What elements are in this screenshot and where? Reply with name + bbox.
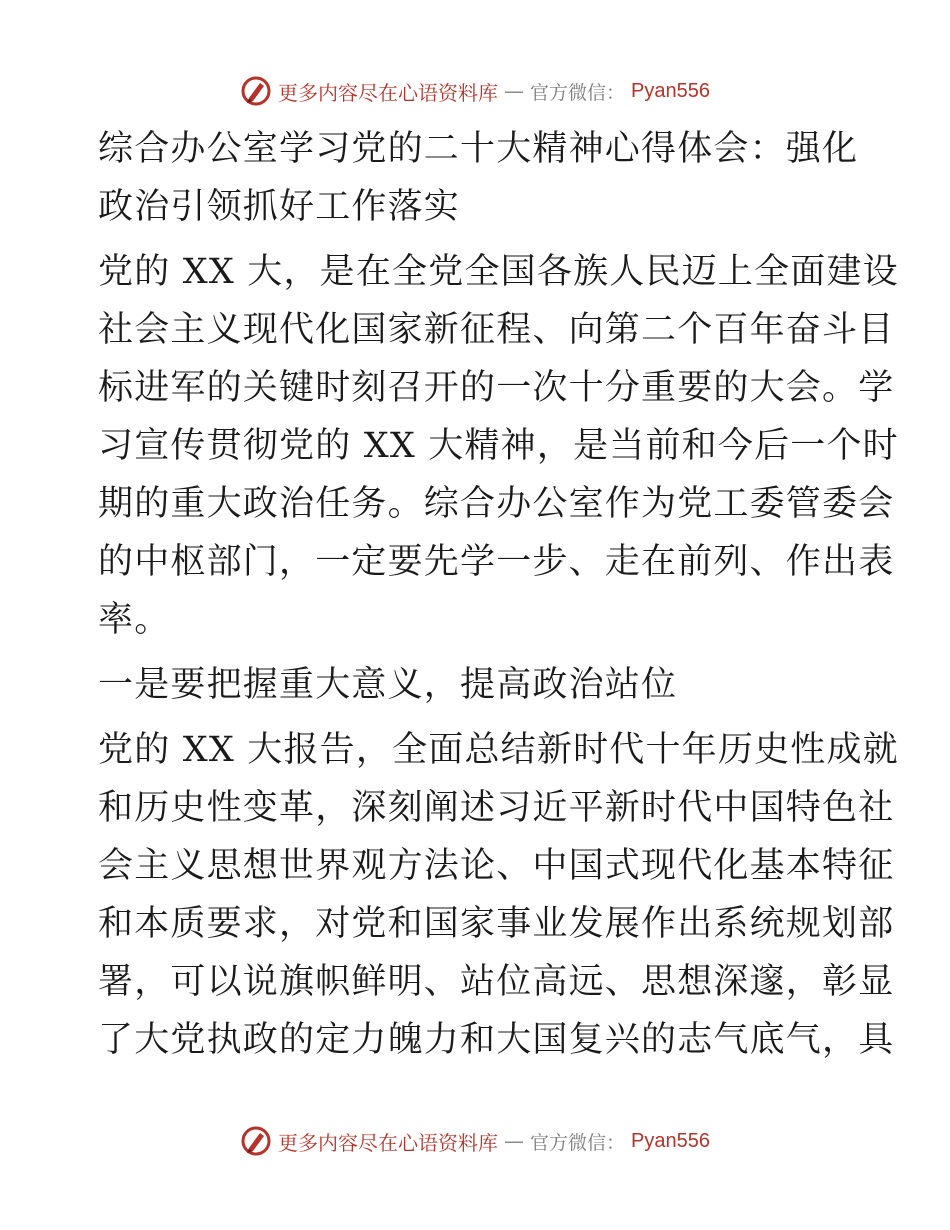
paragraph-intro xyxy=(98,243,899,649)
banner-slogan: 更多内容尽在心语资料库 xyxy=(278,1130,498,1155)
paragraph-line: 的中枢部门，一定要先学一步、走在前列、作出表 xyxy=(98,542,895,582)
paragraph-line: 期的重大政治任务。综合办公室作为党工委管委会 xyxy=(98,484,895,524)
paragraph-line: 率。 xyxy=(98,600,171,640)
footer-banner xyxy=(0,1121,950,1161)
document-body xyxy=(98,120,899,1069)
document-title xyxy=(98,120,859,236)
banner-dash: — xyxy=(504,79,524,103)
paragraph-line: 党的 XX 大，是在全党全国各族人民迈上全面建设 xyxy=(98,252,899,292)
title-line: 综合办公室学习党的二十大精神心得体会：强化 xyxy=(98,129,859,169)
paragraph-line: 标进军的关键时刻召开的一次十分重要的大会。学 xyxy=(98,368,895,408)
paragraph-line: 党的 XX 大报告，全面总结新时代十年历史性成就 xyxy=(98,730,899,770)
section-heading xyxy=(98,656,850,714)
pen-logo-icon xyxy=(240,1125,272,1157)
banner-slogan: 更多内容尽在心语资料库 xyxy=(278,80,498,105)
title-line: 政治引领抓好工作落实 xyxy=(98,187,461,227)
paragraph-section1 xyxy=(98,721,899,1069)
paragraph-line: 会主义思想世界观方法论、中国式现代化基本特征 xyxy=(98,846,895,886)
paragraph-line: 署，可以说旗帜鲜明、站位高远、思想深邃，彰显 xyxy=(98,962,895,1002)
paragraph-line: 社会主义现代化国家新征程、向第二个百年奋斗目 xyxy=(98,310,895,350)
paragraph-line: 和本质要求，对党和国家事业发展作出系统规划部 xyxy=(98,904,895,944)
pen-logo-icon xyxy=(240,75,272,107)
paragraph-line: 和历史性变革，深刻阐述习近平新时代中国特色社 xyxy=(98,788,895,828)
banner-wechat-id: Pyan556 xyxy=(631,1129,710,1152)
banner-official-label: 官方微信： xyxy=(530,81,626,104)
header-banner xyxy=(0,71,950,111)
banner-official-label: 官方微信： xyxy=(530,1131,626,1154)
banner-dash: — xyxy=(504,1129,524,1153)
heading-line: 一是要把握重大意义，提高政治站位 xyxy=(98,665,678,705)
paragraph-line: 习宣传贯彻党的 XX 大精神，是当前和今后一个时 xyxy=(98,426,899,466)
banner-wechat-id: Pyan556 xyxy=(631,79,710,102)
paragraph-line: 了大党执政的定力魄力和大国复兴的志气底气，具 xyxy=(98,1020,895,1060)
